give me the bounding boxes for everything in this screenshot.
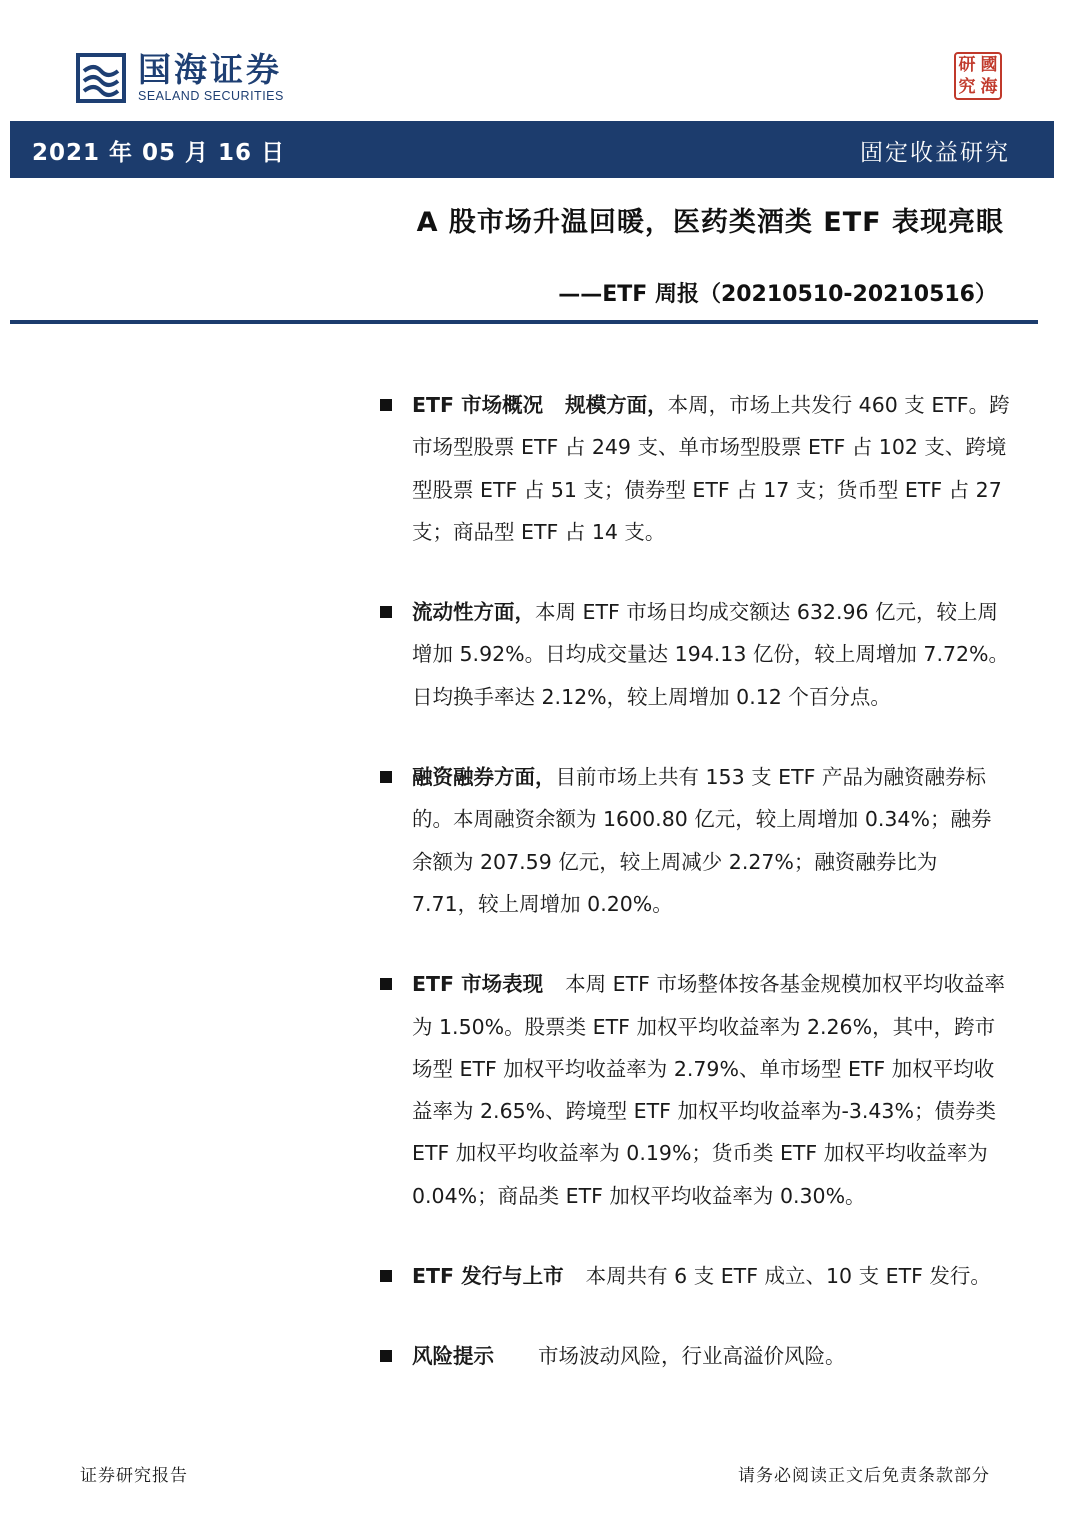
summary-text [412, 1255, 1010, 1297]
report-date: 2021 年 05 月 16 日 [32, 140, 286, 166]
summary-text [412, 1335, 1010, 1377]
summary-item-risk [380, 1335, 1010, 1377]
summary-body: 本周 ETF 市场日均成交额达 632.96 亿元，较上周增加 5.92%。日均成交量达 194.13 亿份，较上周增加 7.72%。日均换手率达 2.12%，较上周增加 0.12 个百分点。 [412, 600, 1010, 709]
summary-text [412, 591, 1010, 718]
report-title: A 股市场升温回暖，医药类酒类 ETF 表现亮眼 [416, 207, 1004, 238]
summary-body: 本周 ETF 市场整体按各基金规模加权平均收益率为 1.50%。股票类 ETF 加权平均收益率为 2.26%，其中，跨市场型 ETF 加权平均收益率为 2.79%、单市场型 ETF 加权平均收益率为 2.65%、跨境型 ETF 加权平均收益率为-3.43%；债券类 ETF 加权平均收益率为 0.19%；货币类 ETF 加权平均收益率为 0.04%；商品类 ETF 加权平均收益率为 0.30%。 [412, 972, 1005, 1208]
summary-item-issuance [380, 1255, 1010, 1297]
bullet-icon [380, 606, 392, 618]
header-band [10, 121, 1054, 178]
summary-item-performance [380, 963, 1010, 1217]
research-seal-stamp [954, 52, 1002, 100]
summary-list [380, 384, 1010, 1378]
summary-body: 本周，市场上共发行 460 支 ETF。跨市场型股票 ETF 占 249 支、单市场型股票 ETF 占 102 支、跨境型股票 ETF 占 51 支；债券型 ETF 占 17 支；货币型 ETF 占 27 支；商品型 ETF 占 14 支。 [412, 393, 1010, 544]
seal-char: 海 [980, 77, 998, 97]
footer-report-type: 证券研究报告 [80, 1466, 188, 1486]
summary-item-margin [380, 756, 1010, 925]
footer-disclaimer: 请务必阅读正文后免责条款部分 [738, 1466, 990, 1486]
summary-label: ETF 市场概况 [412, 393, 544, 417]
summary-body: 市场波动风险，行业高溢价风险。 [538, 1344, 846, 1369]
report-subtitle: ——ETF 周报（20210510-20210516） [558, 282, 997, 307]
summary-item-liquidity [380, 591, 1010, 718]
summary-text [412, 963, 1010, 1217]
seal-char: 國 [980, 55, 998, 75]
bullet-icon [380, 1350, 392, 1362]
sealand-logo-icon [76, 53, 126, 103]
summary-label: ETF 发行与上市 [412, 1264, 564, 1289]
summary-body: 目前市场上共有 153 支 ETF 产品为融资融券标的。本周融资余额为 1600.80 亿元，较上周增加 0.34%；融券余额为 207.59 亿元，较上周减少 2.27%；融资融券比为 7.71，较上周增加 0.20%。 [412, 765, 992, 916]
summary-text [412, 756, 1010, 925]
summary-label: 风险提示 [412, 1344, 494, 1369]
summary-label: ETF 市场表现 [412, 972, 544, 997]
seal-char: 研 [958, 55, 976, 75]
seal-char: 究 [958, 77, 976, 97]
summary-label: 流动性方面， [412, 600, 535, 625]
summary-text [412, 384, 1010, 553]
title-divider [10, 320, 1038, 324]
report-category: 固定收益研究 [860, 140, 1010, 166]
bullet-icon [380, 1270, 392, 1282]
bullet-icon [380, 771, 392, 783]
brand-name-en: SEALAND SECURITIES [138, 89, 284, 103]
brand-name-cn: 国海证券 [138, 50, 282, 89]
bullet-icon [380, 399, 392, 411]
summary-body: 本周共有 6 支 ETF 成立、10 支 ETF 发行。 [585, 1264, 991, 1289]
summary-label: 规模方面， [565, 393, 668, 417]
summary-label: 融资融券方面， [412, 765, 556, 790]
company-logo [76, 52, 284, 104]
bullet-icon [380, 978, 392, 990]
summary-item-scale [380, 384, 1010, 553]
